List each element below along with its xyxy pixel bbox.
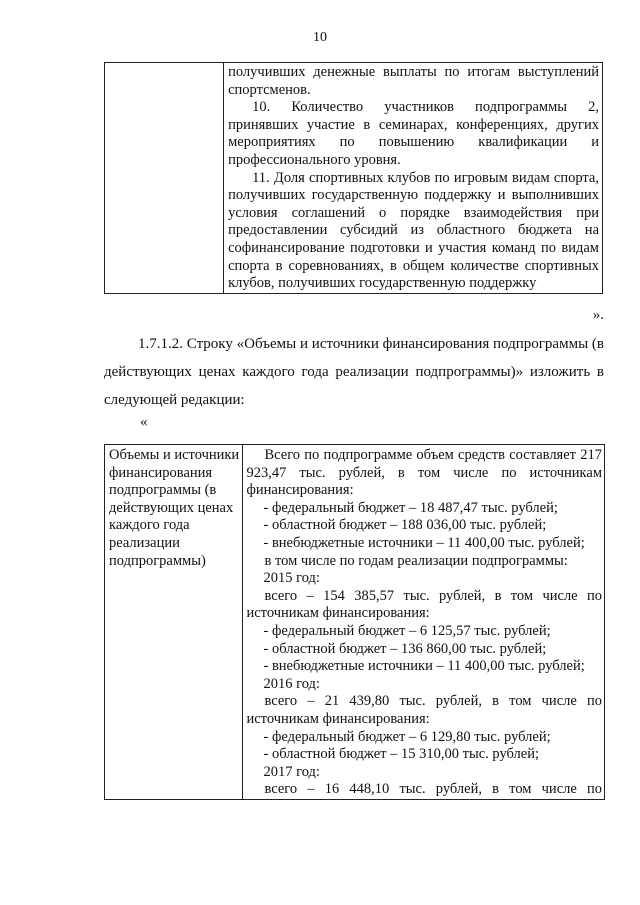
financing-content-cell bbox=[243, 445, 605, 800]
source-line: - областной бюджет – 15 310,00 тыс. рублей; bbox=[263, 746, 539, 763]
table-row bbox=[105, 445, 605, 800]
year-label: 2015 год: bbox=[263, 570, 320, 587]
indicators-table-continuation bbox=[104, 62, 603, 294]
by-years-intro: в том числе по годам реализации подпрограммы: bbox=[264, 552, 568, 569]
closing-quote: ». bbox=[592, 307, 604, 323]
indicator-10: 10. Количество участников подпрограммы 2, принявших участие в семинарах, конференциях, других мероприятиях по повышению квалификации и профессионального уровня. bbox=[228, 99, 599, 168]
year-total: всего – 21 439,80 тыс. рублей, в том числе по источникам финансирования: bbox=[246, 693, 602, 727]
year-label: 2017 год: bbox=[263, 763, 320, 780]
indicator-text: получивших денежные выплаты по итогам выступлений спортсменов. bbox=[228, 64, 599, 98]
source-line: - внебюджетные источники – 11 400,00 тыс. рублей; bbox=[263, 658, 585, 675]
source-line: - областной бюджет – 136 860,00 тыс. рублей; bbox=[263, 640, 547, 657]
financing-intro: Всего по подпрограмме объем средств составляет 217 923,47 тыс. рублей, в том числе по источникам финансирования: bbox=[246, 447, 602, 499]
financing-label: Объемы и источники финансирования подпрограммы (в действующих ценах каждого года реализации подпрограммы) bbox=[109, 447, 240, 569]
year-label: 2016 год: bbox=[263, 675, 320, 692]
financing-table bbox=[104, 444, 605, 800]
year-total: всего – 16 448,10 тыс. рублей, в том числе по bbox=[264, 781, 602, 798]
source-line: - федеральный бюджет – 18 487,47 тыс. рублей; bbox=[263, 499, 558, 516]
opening-quote: « bbox=[140, 414, 148, 430]
financing-label-cell bbox=[105, 445, 243, 800]
table-row bbox=[105, 63, 603, 294]
table-content-cell bbox=[224, 63, 603, 294]
amendment-paragraph: 1.7.1.2. Строку «Объемы и источники финансирования подпрограммы (в действующих ценах каждого года реализации подпрограммы)» изложить в следующей редакции: bbox=[104, 336, 604, 408]
source-line: - федеральный бюджет – 6 125,57 тыс. рублей; bbox=[263, 622, 551, 639]
page-number: 10 bbox=[313, 30, 327, 45]
source-line: - федеральный бюджет – 6 129,80 тыс. рублей; bbox=[263, 728, 551, 745]
indicator-11: 11. Доля спортивных клубов по игровым видам спорта, получивших государственную поддержку и выполнивших условия соглашений о порядке взаимодействия при предоставлении субсидий из областного бюджета на софинансирование подготовки и участия команд по видам спорта в соревнованиях, в общем количестве спортивных клубов, получивших государственную поддержку bbox=[228, 169, 599, 292]
source-line: - областной бюджет – 188 036,00 тыс. рублей; bbox=[263, 517, 547, 534]
table-label-cell-empty bbox=[105, 63, 224, 294]
source-line: - внебюджетные источники – 11 400,00 тыс. рублей; bbox=[263, 534, 585, 551]
year-total: всего – 154 385,57 тыс. рублей, в том числе по источникам финансирования: bbox=[246, 587, 602, 622]
